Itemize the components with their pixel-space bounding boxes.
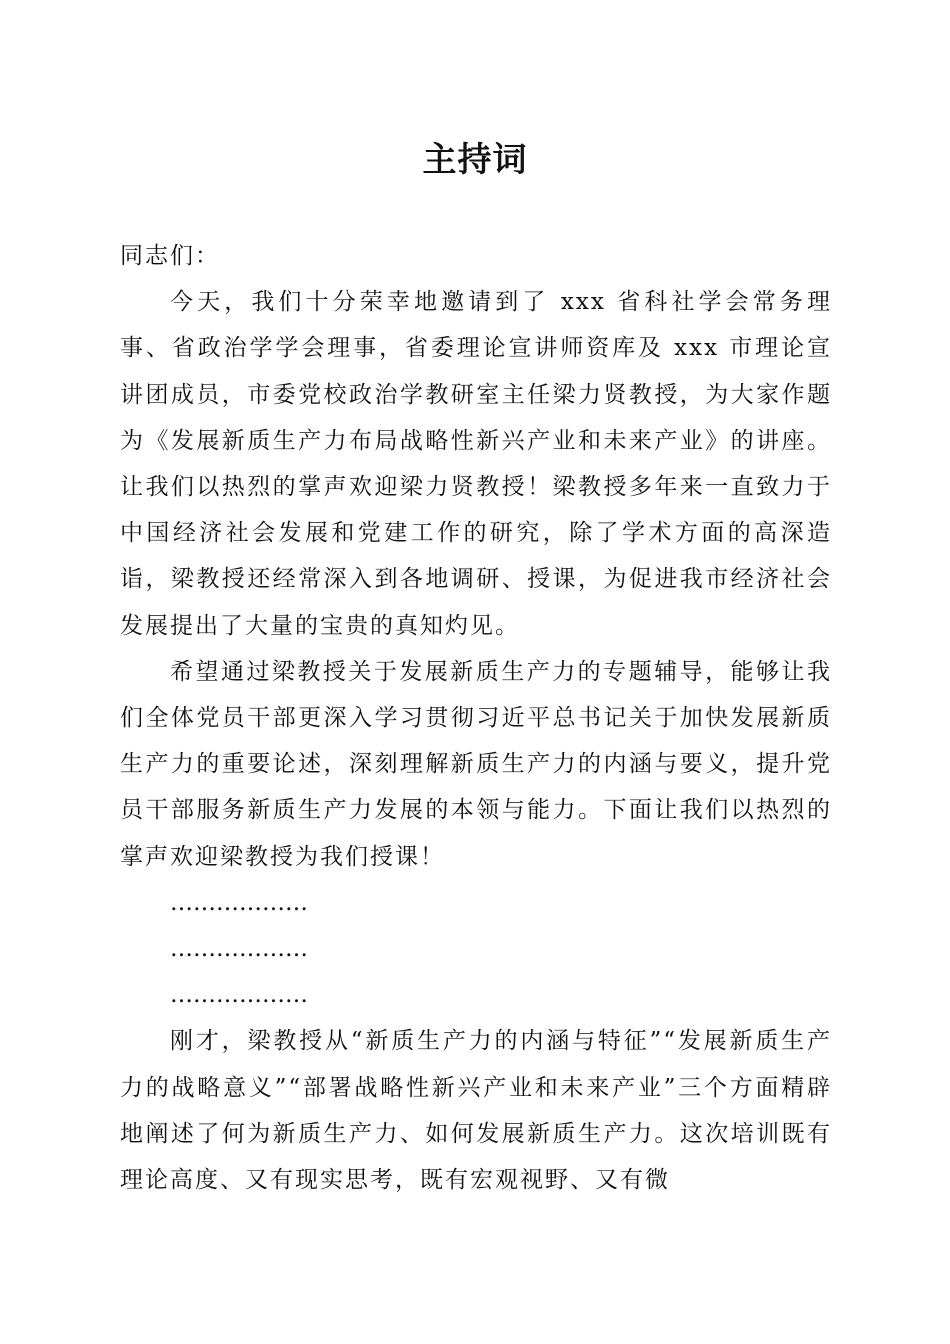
ellipsis-line: ……………… bbox=[170, 936, 308, 963]
ellipsis-line: ……………… bbox=[170, 889, 308, 916]
document-body bbox=[120, 233, 832, 1203]
paragraph-hope: 希望通过梁教授关于发展新质生产力的专题辅导，能够让我们全体党员干部更深入学习贯彻习近平总书记关于加快发展新质生产力的重要论述，深刻理解新质生产力的内涵与要义，提升党员干部服务新质生产力发展的本领与能力。下面让我们以热烈的掌声欢迎梁教授为我们授课！ bbox=[120, 658, 832, 870]
ellipsis-line: ……………… bbox=[170, 982, 308, 1009]
paragraph-invitation: 今天，我们十分荣幸地邀请到了 xxx 省科社学会常务理事、省政治学学会理事，省委理论宣讲师资库及 xxx 市理论宣讲团成员，市委党校政治学教研室主任梁力贤教授，为大家作题为《发展新质生产力布局战略性新兴产业和未来产业》的讲座。让我们以热烈的掌声欢迎梁力贤教授！梁教授多年来一直致力于中国经济社会发展和党建工作的研究，除了学术方面的高深造诣，梁教授还经常深入到各地调研、授课，为促进我市经济社会发展提出了大量的宝贵的真知灼见。 bbox=[120, 289, 832, 639]
document-title: 主持词 bbox=[422, 140, 528, 180]
paragraph-closing: 刚才，梁教授从“新质生产力的内涵与特征”“发展新质生产力的战略意义”“部署战略性新兴产业和未来产业”三个方面精辟地阐述了何为新质生产力、如何发展新质生产力。这次培训既有理论高度、又有现实思考，既有宏观视野、又有微 bbox=[120, 1028, 832, 1194]
salutation: 同志们： bbox=[120, 243, 220, 269]
